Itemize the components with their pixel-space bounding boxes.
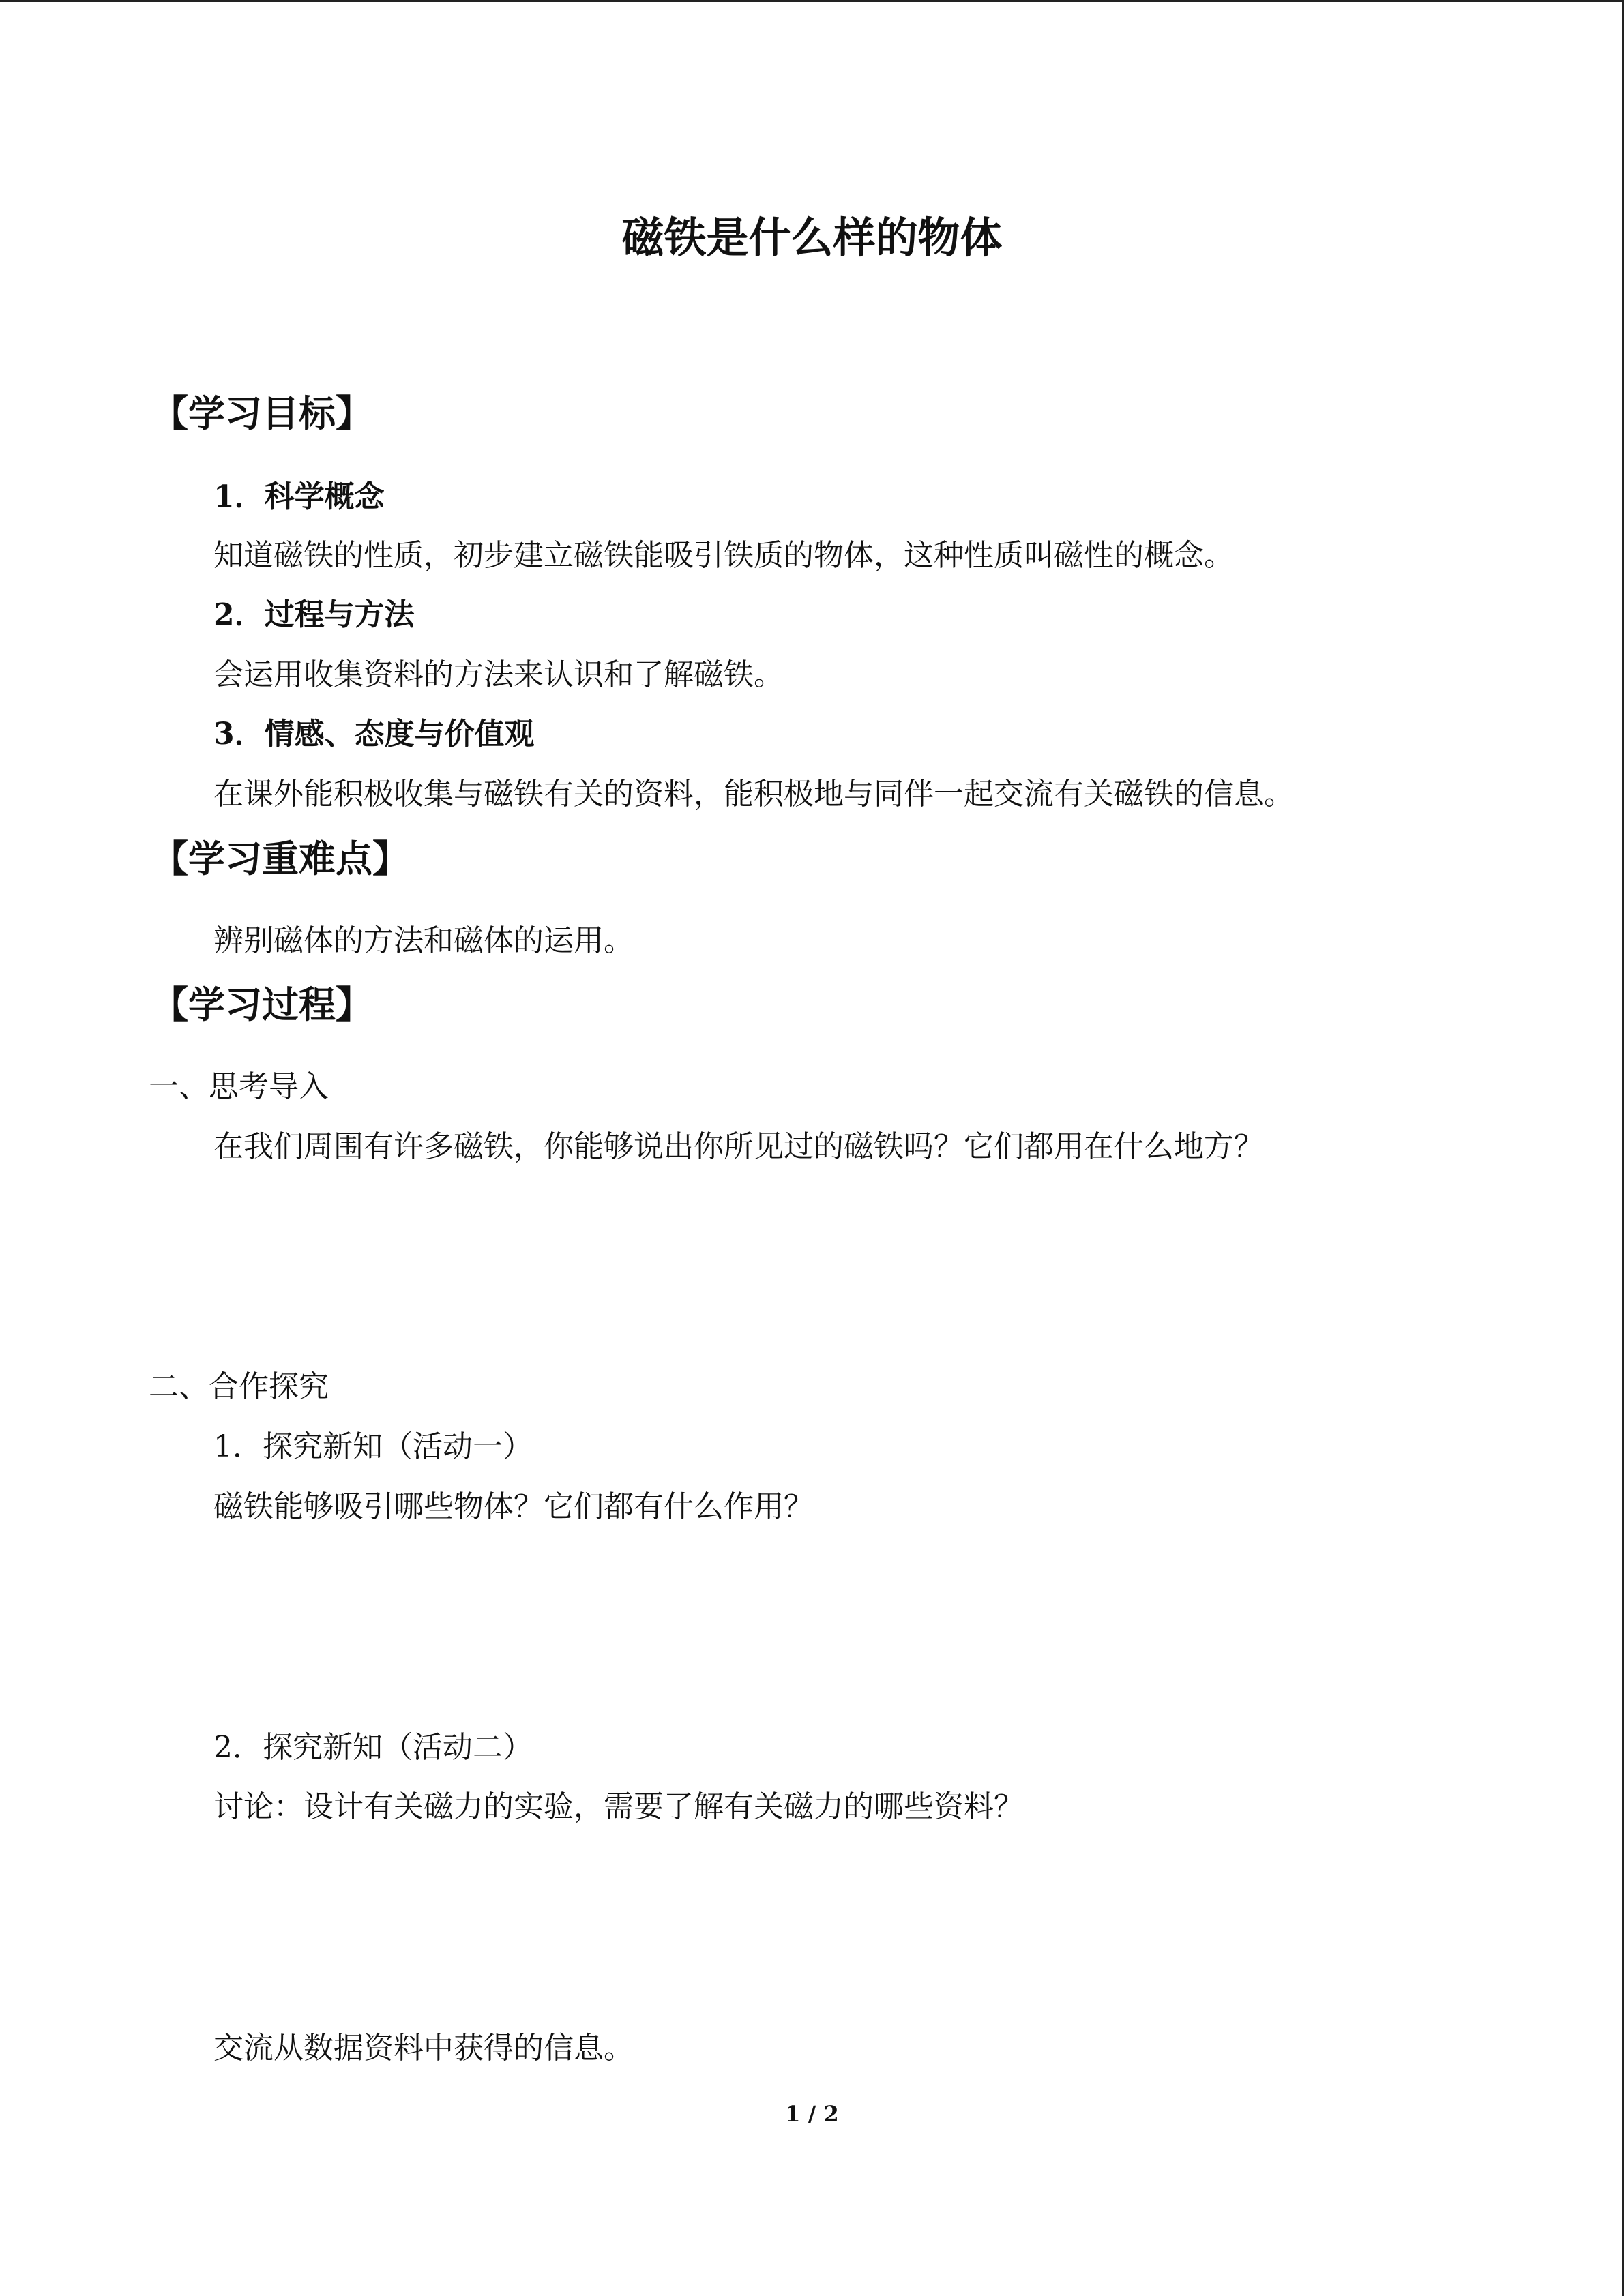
process-heading: 【学习过程】 <box>151 983 372 1026</box>
activity-1-heading: 1．探究新知（活动一） <box>213 1429 533 1464</box>
activity-2-heading: 2．探究新知（活动二） <box>213 1730 533 1765</box>
objective-2-subheading: 2．过程与方法 <box>213 597 415 632</box>
key-points-heading: 【学习重难点】 <box>151 837 409 880</box>
part-1-heading: 一、思考导入 <box>149 1069 329 1104</box>
part-1-text: 在我们周围有许多磁铁，你能够说出你所见过的磁铁吗？它们都用在什么地方？ <box>213 1129 1264 1164</box>
objective-3-subheading: 3．情感、态度与价值观 <box>213 717 535 751</box>
part-2-heading: 二、合作探究 <box>149 1369 329 1404</box>
objective-2-text: 会运用收集资料的方法来认识和了解磁铁。 <box>213 657 784 692</box>
key-points-text: 辨别磁体的方法和磁体的运用。 <box>213 923 634 958</box>
document-title: 磁铁是什么样的物体 <box>621 213 1003 263</box>
page-number: 1 / 2 <box>785 2101 839 2127</box>
objective-1-subheading: 1．科学概念 <box>213 479 385 514</box>
objective-3-text: 在课外能积极收集与磁铁有关的资料，能积极地与同伴一起交流有关磁铁的信息。 <box>213 777 1294 811</box>
activity-2-text: 讨论：设计有关磁力的实验，需要了解有关磁力的哪些资料？ <box>213 1789 1024 1824</box>
activity-2-exchange-text: 交流从数据资料中获得的信息。 <box>213 2031 634 2066</box>
objectives-heading: 【学习目标】 <box>151 392 372 435</box>
objective-1-text: 知道磁铁的性质，初步建立磁铁能吸引铁质的物体，这种性质叫磁性的概念。 <box>213 538 1234 573</box>
activity-1-text: 磁铁能够吸引哪些物体？它们都有什么作用？ <box>213 1489 814 1524</box>
